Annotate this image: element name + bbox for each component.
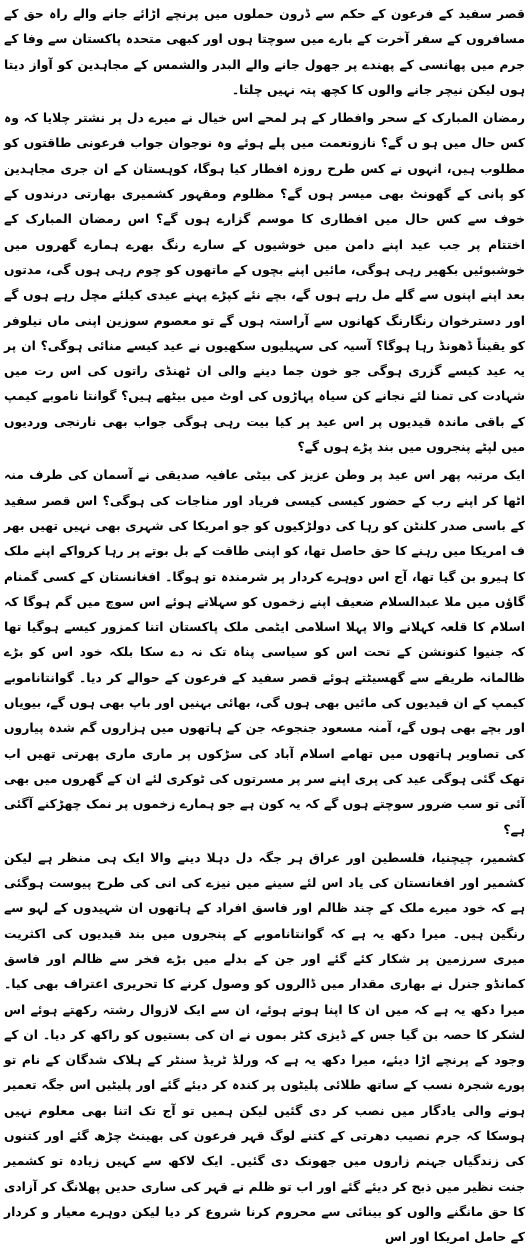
article-paragraph-2: رمضان المبارک کے سحر وافطار کے ہر لمحے اس خیال نے میرے دل پر نشتر چلایا کہ وہ کس حال میں ہو ں گے؟ نازونعمت میں پلے ہوئے وہ نوجوان جواب فرعونی طاقتوں کو مطلوب ہیں، انہوں نے کس طرح روزہ افطار کیا ہوگا، کوہستان کے ان جری مجاہدین کو پانی کے گھونٹ بھی میسر ہوں گے؟ مظلوم ومقہور کشمیری بھارتی درندوں کے خوف سے کس حال میں افطاری کا موسم گزارے ہوں گے؟ اس رمضان المبارک کے اختتام پر جب عید اپنے دامن میں خوشیوں کے سارے رنگ بھرے ہمارے گھروں میں خوشبوئیں بکھیر رہی ہوگی، مائیں اپنے بچوں کے ماتھوں کو چوم رہی ہوں گی، مدتوں بعد اپنے اپنوں سے گلے مل رہے ہوں گے، بچے نئے کپڑے پہنے عیدی کیلئے مچل رہے ہوں گے اور دسترخوان رنگارنگ کھانوں سے آراستہ ہوں گے تو معصوم سوزین اپنی ماں نیلوفر کو یقیناً ڈھونڈ رہا ہوگا؟ آسیہ کی سہیلیوں سکھیوں نے عید کیسے منائی ہوگی؟ ان پر یہ عید کیسے گزری ہوگی جو خون جما دینے والی ان ٹھنڈی راتوں کی اس رت میں شہادت کی تمنا لئے نجانے کن سیاہ پہاڑوں کی اوٹ میں بیٹھے ہیں؟ گوانتا ناموبے کیمپ کے باقی ماندہ قیدیوں پر اس عید پر کیا بیت رہی ہوگی جواب بھی نارنجی وردیوں میں لپٹے پنجروں میں بند پڑے ہوں گے؟ <box>4 111 525 455</box>
article-paragraph-3: ایک مرتبہ پھر اس عید پر وطن عزیز کی بیٹی عافیہ صدیقی نے آسمان کی طرف منہ اٹھا کر اپنے رب کے حضور کیسی کیسی فریاد اور مناجات کی ہوگی؟ اس قصر سفید کے باسی صدر کلنٹن کو رہا کی دولڑکیوں کو جو امریکا کی شہری بھی نہیں تھیں بھر ف امریکا میں رہنے کا حق حاصل تھا، کو اپنی طاقت کے بل بوتے پر رہا کرواکے اپنے ملک کا ہیرو بن گیا تھا، آج اس دوہرے کردار پر شرمندہ تو ہوگا۔ افغانستان کے کسی گمنام گاؤں میں ملا عبدالسلام ضعیف اپنے زخموں کو سہلاتے ہوئے اس سوچ میں گم ہوگا کہ اسلام کا قلعہ کہلانے والا پہلا اسلامی ایٹمی ملک پاکستان اتنا کمزور کیسے ہوگیا تھا کہ جنیوا کنونشن کے تحت اس کو سیاسی پناہ تک نہ دے سکا بلکہ خود اس کو بڑے ظالمانہ طریقے سے گھسیٹتے ہوئے قصر سفید کے فرعون کے حوالے کر دیا۔ گوانتاناموبے کیمپ کے ان قیدیوں کی مائیں بھی ہوں گی، بھائی بہنیں اور باپ بھی ہوں گے، بیویاں اور بچے بھی ہوں گے، آمنہ مسعود جنجوعہ جن کے ہاتھوں میں ہزاروں گم شدہ پیاروں کی تصاویر ہاتھوں میں تھامے اسلام آباد کی سڑکوں پر ماری ماری پھرتی تھیں اب تھک گئی ہوگی عید کی پری اپنے سر پر مسرتوں کی ٹوکری لئے ان کے گھروں میں بھی آئی تو سب ضرور سوچتے ہوں گے کہ یہ کون ہے جو ہمارے زخموں پر نمک چھڑکنے آگئی ہے؟ <box>4 468 525 837</box>
article-paragraph-4: کشمیر، چیچنیا، فلسطین اور عراق ہر جگہ دل دہلا دینے والا ایک ہی منظر ہے لیکن کشمیر اور افغانستان کی یاد اس لئے سینے میں نیزے کی انی کی طرح پیوست ہوگئی ہے کہ خود میرے ملک کے چند ظالم اور فاسق افراد کے ہاتھوں ان شہیدوں کے لہو سے رنگین ہیں۔ میرا دکھ یہ ہے کہ گوانتاناموبے کے پنجروں میں بند قیدیوں کی اکثریت میری سرزمین پر شکار کئے گئے اور جن کے بدلے میں بڑے فخر سے ظالم اور فاسق کمانڈو جنرل نے بھاری مقدار میں ڈالروں کو وصول کرنے کا تحریری اعتراف بھی کیا۔ میرا دکھ یہ ہے کہ میں ان کا اپنا ہوتے ہوئے، ان سے ایک لازوال رشتہ رکھتے ہوئے اس لشکر کا حصہ بن گیا جس کے ڈیزی کٹر بموں نے ان کی بستیوں کو راکھ کر دیا۔ ان کے وجود کے پرنچے اڑا دیئے، میرا دکھ یہ ہے کہ ورلڈ ٹریڈ سنٹر کے ہلاک شدگان کے نام تو پورے شجرہ نسب کے ساتھ طلائی پلیٹوں پر کندہ کر دیئے گئے اور پلیٹیں اس جگہ تعمیر ہونے والی یادگار میں نصب کر دی گئیں لیکن ہمیں تو آج تک اتنا بھی معلوم نہیں ہوسکا کہ جرم نصیب دھرتی کے کتنے لوگ قہر فرعون کی بھینٹ چڑھ گئے اور کتنوں کی زندگیاں جہنم زاروں میں جھونک دی گئیں۔ ایک لاکھ سے کہیں زیادہ تو کشمیر جنت نظیر میں ذبح کر دیئے گئے اور اب تو ظلم نے قہر کی ساری حدیں پھلانگ کر آزادی کا حق مانگنے والوں کو بینائی سے محروم کرنا شروع کر دیا لیکن دوہرے معیار و کردار کے حامل امریکا اور اس <box>4 850 525 1245</box>
article-paragraph-1: قصر سفید کے فرعون کے حکم سے ڈرون حملوں میں پرنچے اڑائے جانے والے راہ حق کے مسافروں کے سفر آخرت کے بارے میں سوچتا ہوں اور کبھی متحدہ پاکستان سے وفا کے جرم میں پھانسی کے پھندے پر جھول جانے والے البدر والشمس کے مجاہدین کو آواز دیتا ہوں لیکن نیچر جانے والوں کا کچھ پتہ نہیں چلتا۔ <box>4 7 525 97</box>
